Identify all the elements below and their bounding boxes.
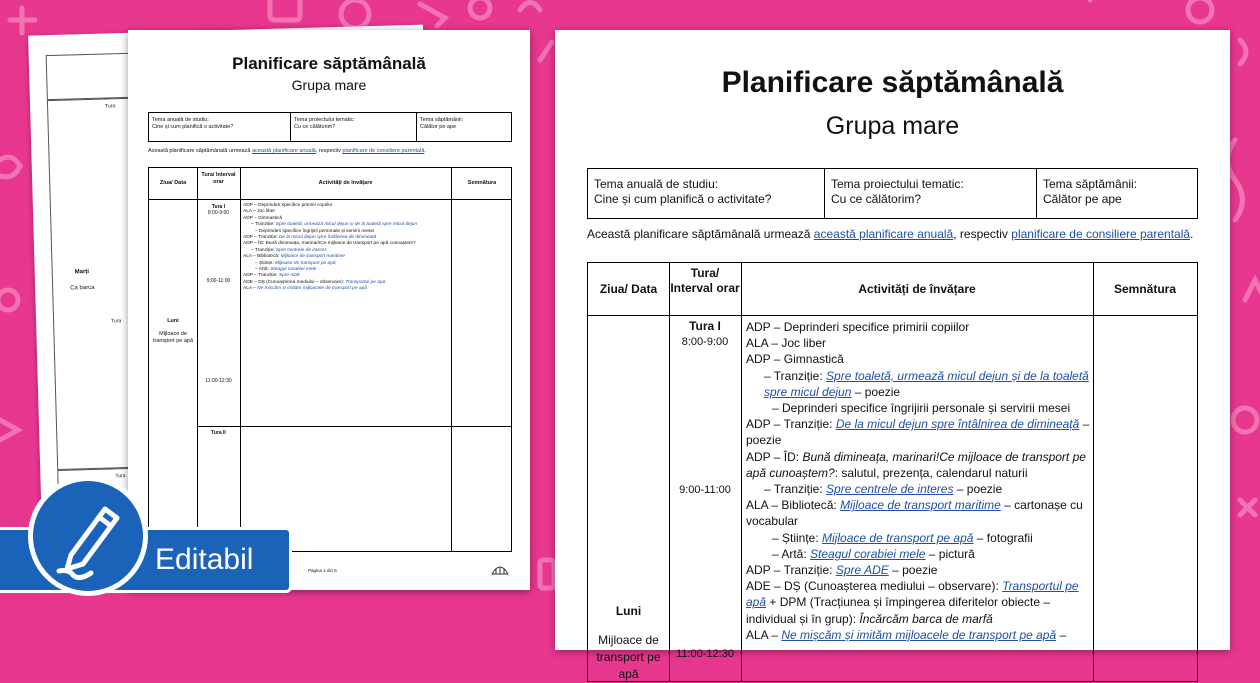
activity-line: – Deprinderi specifice îngrijirii personale și servirii mesei xyxy=(772,401,1071,416)
back-shift-label: Tura xyxy=(111,318,122,325)
activity-link[interactable]: Spre toaletă, urmează micul dejun și de la toaletă spre micul dejun xyxy=(764,368,1089,399)
activity-line: ALA – Joc liber xyxy=(746,336,827,351)
activity-line: ADP – Deprinderi specifice primirii copiilor xyxy=(746,320,970,334)
activity-link[interactable]: Steagul corabiei mele xyxy=(810,546,926,561)
mini-subtitle: Grupa mare xyxy=(291,77,367,93)
activity-line: ALA – Ne mișcăm și imităm mijloacele de transport pe apă – xyxy=(746,627,1067,642)
header-signature: Semnătura xyxy=(1113,282,1177,296)
activities-cell xyxy=(746,319,1091,643)
mini-annual-theme: Tema anuală de studiu: Cine și cum planifică o activitate? xyxy=(149,113,291,141)
activity-link[interactable]: De la micul dejun spre întâlnirea de dimineață xyxy=(835,417,1080,432)
back-day-label: Marți Ca barca xyxy=(70,269,95,292)
activity-link[interactable]: Mijloace de transport pe apă xyxy=(822,530,974,545)
back-shift-label: Tura xyxy=(105,103,116,110)
activity-line: ADE – DȘ (Cunoașterea mediului – observare): Transportul pe apă + DPM (Tracțiunea și împingerea diferitelor obiecte – individual și în grup): Încărcăm barca de marfă xyxy=(746,579,1079,626)
publisher-logo-icon xyxy=(490,562,510,576)
activity-line: – Artă: Steagul corabiei mele – pictură xyxy=(772,546,975,561)
activity-line: ADP – Tranziție: Spre ADE – poezie xyxy=(746,563,938,578)
weekly-theme-cell: Tema săptămânii: Călător pe ape xyxy=(1043,177,1138,206)
time-cell: 11:00-12:30 xyxy=(676,648,734,660)
activity-line: – Științe: Mijloace de transport pe apă – fotografii xyxy=(772,530,1033,545)
pen-icon xyxy=(41,489,135,583)
editable-badge-circle xyxy=(28,476,148,596)
shift-cell: Tura I 8:00-9:00 xyxy=(681,319,729,348)
page-subtitle: Grupa mare xyxy=(825,112,960,140)
mini-footer: Pagina 1 din 5 xyxy=(148,562,510,578)
header-activities: Activități de învățare xyxy=(858,282,976,296)
editable-label: Editabil xyxy=(155,543,254,576)
mini-intro: Această planificare săptămânală urmează această planificare anuală, respectiv planificare de consiliere parentală. xyxy=(148,148,426,154)
annual-plan-link[interactable]: această planificare anuală xyxy=(813,227,954,241)
activity-link[interactable]: Spre centrele de interes xyxy=(826,482,954,497)
activity-link[interactable]: Mijloace de transport maritime xyxy=(840,498,1001,513)
mini-title: Planificare săptămânală xyxy=(232,54,426,73)
front-document-page xyxy=(128,30,530,590)
intro-paragraph: Această planificare săptămânală urmează această planificare anuală, respectiv planificare de consiliere parentală. xyxy=(587,227,1194,241)
day-cell xyxy=(588,603,669,683)
activity-link[interactable]: Spre ADE xyxy=(835,563,889,578)
mini-themes-table xyxy=(148,112,512,142)
activity-line: ADP – Gimnastică xyxy=(746,352,844,367)
time-cell: 9:00-11:00 xyxy=(679,484,731,496)
activity-line: ADP – ÎD: Bună dimineața, marinari!Ce mijloace de transport pe apă cunoaștem?: salutul, prezența, calendarul naturii xyxy=(746,449,1086,480)
header-shift: Tura/ Interval orar xyxy=(670,266,740,295)
activity-link[interactable]: Transportul pe apă xyxy=(746,579,1079,610)
mini-project-theme: Tema proiectului tematic: Cu ce călătorim? xyxy=(291,113,417,141)
activity-line: – Tranziție: Spre toaletă, urmează micul dejun și de la toaletă spre micul dejun – poezie xyxy=(764,368,1089,399)
activity-link[interactable]: Ne mișcăm și imităm mijloacele de transport pe apă xyxy=(781,627,1057,642)
parental-plan-link[interactable]: planificare de consiliere parentală xyxy=(1011,227,1191,241)
themes-table xyxy=(587,168,1198,219)
mini-activities: ADP – Deprinderi specifice primirii copiilor ALA – Joc liber ADP – Gimnastică – Tranziție: Spre toaletă, urmează micul dejun și de la toaletă spre micul dejun – Deprinderi specifice îngrijirii personale și servirii mesei ADP – Tranziție: De la micul dejun spre întâlnirea de dimineață ADP – ÎD: Bună dimineața, marinari!Ce mijloace de transport pe apă cunoaștem? – Tranziție: Spre centrele de interes ALA – Bibliotecă: Mijloace de transport maritime – Științe: Mijloace de transport pe apă – Artă: Steagul corabiei mele ADP – Tranziție: Spre ADE ADE – DȘ (Cunoașterea mediului – observare): Transportul pe apă ALA – Ne mișcăm și imităm mijloacele de transport pe apă xyxy=(243,203,418,292)
activity-line: ADP – Tranziție: De la micul dejun spre întâlnirea de dimineață – poezie xyxy=(746,417,1090,448)
mini-weekly-theme: Tema săptămânii: Călător pe ape xyxy=(420,117,464,130)
header-day: Ziua/ Data xyxy=(599,282,658,296)
annual-theme-cell: Tema anuală de studiu: Cine și cum planifică o activitate? xyxy=(588,169,825,218)
page-title: Planificare săptămânală xyxy=(721,66,1064,99)
activity-line: ALA – Bibliotecă: Mijloace de transport maritime – cartonașe cu vocabular xyxy=(746,498,1083,529)
activity-line: – Tranziție: Spre centrele de interes – poezie xyxy=(764,482,1003,497)
back-shift-label: Tura xyxy=(115,473,126,480)
main-document-page xyxy=(555,30,1230,681)
project-theme-cell: Tema proiectului tematic: Cu ce călătorim? xyxy=(825,169,1037,218)
weekly-plan-table xyxy=(587,262,1198,682)
day-topic: Mijloace de transport pe apă xyxy=(596,633,661,681)
day-name: Luni xyxy=(615,604,642,618)
mini-day: Luni Mijloace de transport pe apă xyxy=(152,318,194,344)
mini-plan-table: Ziua/ Data Tura/ Interval orar Activități de învățare Semnătura Luni Mijloace de transport pe apă Tura I 8:00-9:00 9:00-11:00 11:00-12:30 Tura II ADP – Deprinderi specifice primirii copiilor ALA – Joc liber ADP – Gimnastică – Tranziție: Spre toaletă, urmează micul dejun și de la toaletă spre micul dejun – Deprinderi specifice îngrijirii personale și servirii mesei ADP – Tranziție: De la micul dejun spre întâlnirea de dimineață ADP – ÎD: Bună dimineața, marinari!Ce mijloace de transport pe apă cunoaștem? – Tranziție: Spre centrele de interes ALA – Bibliotecă: Mijloace de transport maritime – Științe: Mijloace de transport pe apă – Artă: Steagul corabiei mele ADP – Tranziție: Spre ADE ADE – DȘ (Cunoașterea mediului – observare): Transportul pe apă ALA – Ne mișcăm și imităm mijloacele de transport pe apă xyxy=(148,167,512,552)
